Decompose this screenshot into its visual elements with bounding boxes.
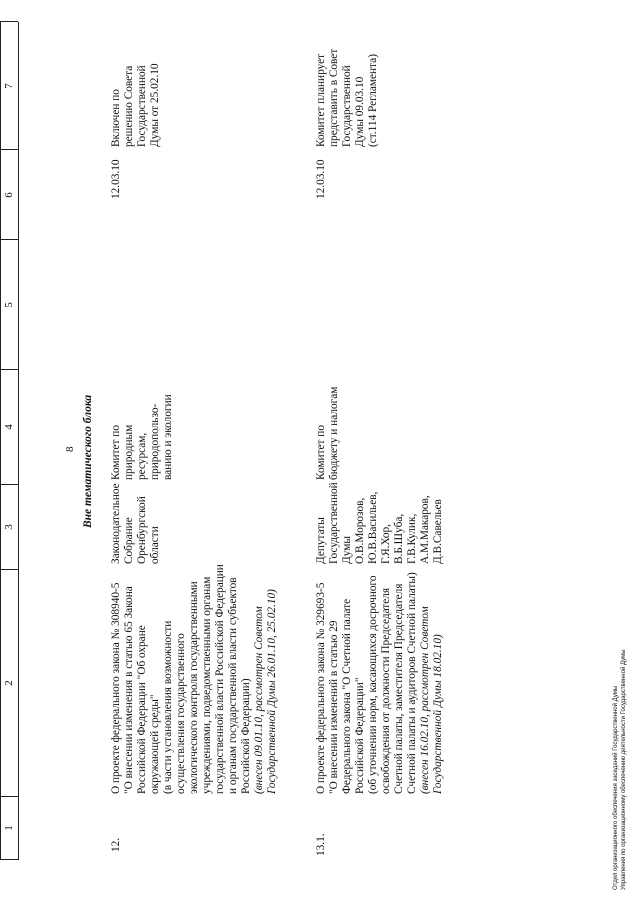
- header-divider-1: [0, 796, 18, 797]
- row-13-1-initiator-line: В.Б.Шуба,: [393, 513, 405, 564]
- column-number-1: 1: [3, 825, 15, 831]
- row-13-1-note-line: Государственной Думы 18.02.10): [432, 634, 444, 794]
- row-13-1-title-line: Счетной палаты и аудиторов Счетной палаты): [406, 572, 418, 794]
- row-12-committee: [110, 394, 175, 480]
- row-13-1-note-line: (внесен 16.02.10, рассмотрен Советом: [419, 606, 431, 794]
- row-12-initiator-line: Оренбургской: [136, 496, 148, 564]
- row-13-1-title-line: Федерального закона "О Счетной палате: [341, 598, 353, 794]
- row-13-1-initiator-line: А.М.Макаров,: [419, 495, 431, 564]
- row-12-remark-line: Думы от 25.02.10: [149, 63, 161, 147]
- row-12-title-line: окружающей среды": [149, 694, 161, 794]
- row-13-1-remark: [315, 49, 380, 147]
- footer-line: Отдел организационного обеспечения заседаний Государственной Думы: [613, 685, 619, 890]
- header-divider-6: [0, 149, 18, 150]
- page-number: 8: [64, 446, 76, 452]
- row-13-1-committee: [315, 387, 341, 480]
- footer: [612, 649, 628, 890]
- row-12-remark-line: Включен по: [110, 89, 122, 147]
- row-12-title-line: государственной власти Российской Федерации: [214, 564, 226, 794]
- row-13-1-committee-line: бюджету и налогам: [328, 386, 340, 480]
- row-13-1-remark-line: (ст.114 Регламента): [367, 54, 379, 147]
- header-bottom-line: [18, 22, 19, 860]
- row-13-1-initiator-line: Думы: [341, 536, 353, 564]
- header-top-line: [0, 22, 1, 860]
- row-12-remark-line: Государственной: [136, 65, 148, 147]
- row-12-title: [110, 564, 279, 794]
- column-number-4: 4: [3, 424, 15, 430]
- row-12-initiator: [110, 483, 162, 564]
- header-divider-3: [0, 484, 18, 485]
- row-13-1-title-line: (об уточнении норм, касающихся досрочного: [367, 575, 379, 794]
- row-12-number: 12.: [110, 837, 122, 852]
- row-13-1-remark-line: Думы 09.03.10: [354, 76, 366, 147]
- row-13-1-initiator-line: О.В.Морозов,: [354, 497, 366, 564]
- row-13-1-remark-line: Государственной: [341, 65, 353, 147]
- row-12-committee-line: природным: [123, 424, 135, 480]
- row-12-title-line: Российской Федерации): [240, 678, 252, 794]
- row-12-remark-line: решению Совета: [123, 65, 135, 147]
- row-13-1-date: 12.03.10: [315, 159, 327, 199]
- footer-line: Управления по организационному обеспечению деятельности Государственной Думы: [621, 649, 627, 890]
- row-13-1-committee-line: Комитет по: [315, 424, 327, 480]
- row-13-1-initiator-line: Г.Я.Хор,: [380, 523, 392, 564]
- row-12-committee-line: ванию и экологии: [162, 394, 174, 480]
- row-12-title-line: экологического контроля государственными: [188, 581, 200, 794]
- row-13-1-initiator: [315, 482, 445, 564]
- row-12-committee-line: природопользо-: [149, 403, 161, 480]
- header-left-line: [0, 859, 18, 860]
- row-13-1-title-line: Счетной палаты, заместителя Председателя: [393, 583, 405, 794]
- row-12-title-line: О проекте федерального закона № 308940-5: [110, 582, 122, 794]
- row-12-title-line: учреждениями, подведомственными органам: [201, 576, 213, 794]
- row-13-1-initiator-line: Ю.В.Васильев,: [367, 491, 379, 564]
- row-13-1-title: [315, 570, 445, 794]
- row-12-date: 12.03.10: [110, 159, 122, 199]
- row-13-1-title-line: Российской Федерации": [354, 677, 366, 794]
- row-12-note-line: (внесен 09.01.10, рассмотрен Советом: [253, 606, 265, 794]
- row-12-committee-line: Комитет по: [110, 424, 122, 480]
- row-13-1-title-line: "О внесении изменений в статью 29: [328, 620, 340, 794]
- row-13-1-initiator-line: Д.В.Савельев: [432, 499, 444, 564]
- row-12-initiator-line: Собрание: [123, 517, 135, 564]
- row-13-1-initiator-line: Депутаты: [315, 517, 327, 564]
- row-12-committee-line: ресурсам,: [136, 432, 148, 480]
- row-12-title-line: "О внесении изменения в статью 65 Закона: [123, 586, 135, 794]
- row-13-1-remark-line: Комитет планирует: [315, 53, 327, 147]
- column-number-5: 5: [3, 302, 15, 308]
- column-number-7: 7: [3, 83, 15, 89]
- row-13-1-title-line: О проекте федерального закона № 329693-5: [315, 582, 327, 794]
- row-13-1-initiator-line: Государственной: [328, 482, 340, 564]
- column-number-2: 2: [3, 680, 15, 686]
- column-number-3: 3: [3, 524, 15, 530]
- row-13-1-initiator-line: Г.В.Кулик,: [406, 513, 418, 564]
- block-title: Вне тематического блока: [82, 394, 94, 528]
- row-13-1-number: 13.1.: [315, 833, 327, 856]
- row-12-title-line: и органам государственной власти субъектов: [227, 577, 239, 794]
- row-12-note-line: Государственной Думы 26.01.10, 25.02.10): [266, 589, 278, 794]
- row-12-title-line: (в части установления возможности: [162, 620, 174, 794]
- header-divider-5: [0, 239, 18, 240]
- row-12-initiator-line: Законодательное: [110, 483, 122, 564]
- row-13-1-title-line: освобождения от должности Председателя: [380, 587, 392, 794]
- row-12-title-line: Российской Федерации "Об охране: [136, 625, 148, 794]
- row-12-initiator-line: области: [149, 526, 161, 564]
- row-12-remark: [110, 63, 162, 147]
- header-divider-4: [0, 369, 18, 370]
- column-number-6: 6: [3, 192, 15, 198]
- row-13-1-remark-line: представить в Совет: [328, 48, 340, 147]
- row-12-title-line: осуществления государственного: [175, 633, 187, 794]
- header-right-line: [0, 21, 18, 22]
- header-divider-2: [0, 569, 18, 570]
